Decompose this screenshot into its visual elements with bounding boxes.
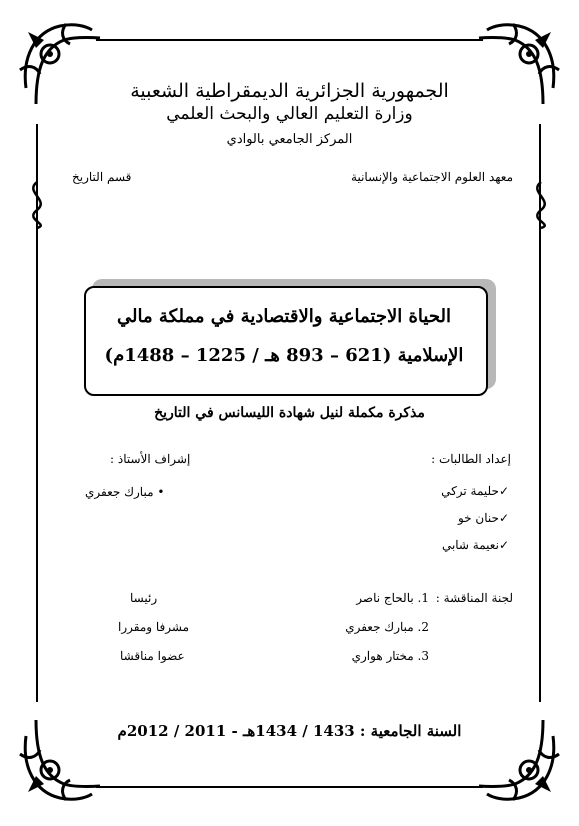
member-number: 3. xyxy=(417,649,429,663)
students-label: إعداد الطالبات : xyxy=(431,452,511,466)
committee-member-name xyxy=(352,649,429,663)
supervisor-label: إشراف الأستاذ : xyxy=(110,452,191,466)
member-number: 1. xyxy=(417,591,429,605)
student-item xyxy=(441,484,509,498)
student-name: حنان خو xyxy=(457,511,499,525)
student-name: نعيمة شابي xyxy=(441,538,499,552)
committee-label: لجنة المناقشة : xyxy=(435,591,513,605)
committee-member-role: عضوا مناقشا xyxy=(120,649,185,663)
ministry-heading: وزارة التعليم العالي والبحث العلمي xyxy=(166,104,413,124)
frame-top-line xyxy=(96,39,483,41)
frame-bottom-line xyxy=(96,786,483,788)
member-name: مبارك جعفري xyxy=(345,620,414,634)
thesis-subtitle: مذكرة مكملة لنيل شهادة الليسانس في التاريخ xyxy=(154,405,425,421)
committee-member-name xyxy=(356,591,429,605)
side-ornament-left xyxy=(22,180,52,230)
department-label: قسم التاريخ xyxy=(72,170,132,184)
check-icon: ✓ xyxy=(498,511,509,525)
member-number: 2. xyxy=(417,620,429,634)
academic-year: السنة الجامعية : 1433 / 1434هـ - 2011 / 2012م xyxy=(117,722,462,740)
committee-member-name xyxy=(345,620,429,634)
bullet-icon: • xyxy=(157,485,165,499)
member-name: بالحاج ناصر xyxy=(356,591,414,605)
student-item xyxy=(442,538,509,552)
committee-member-role: رئيسا xyxy=(130,591,158,605)
republic-heading: الجمهورية الجزائرية الديمقراطية الشعبية xyxy=(130,80,449,102)
institute-label: معهد العلوم الاجتماعية والإنسانية xyxy=(351,170,513,184)
student-item xyxy=(458,511,509,525)
supervisor-item xyxy=(85,485,164,499)
center-heading: المركز الجامعي بالوادي xyxy=(226,132,353,147)
check-icon: ✓ xyxy=(498,538,509,552)
member-name: مختار هواري xyxy=(351,649,414,663)
supervisor-name: مبارك جعفري xyxy=(85,485,154,499)
committee-member-role: مشرفا ومقررا xyxy=(118,620,190,634)
thesis-title-line2: الإسلامية (621 – 893 هـ / 1225 – 1488م) xyxy=(104,345,464,366)
student-name: حليمة تركي xyxy=(441,484,499,498)
check-icon: ✓ xyxy=(498,484,509,498)
side-ornament-right xyxy=(526,180,556,230)
thesis-title-line1: الحياة الاجتماعية والاقتصادية في مملكة مالي xyxy=(117,306,451,327)
title-box xyxy=(84,286,488,396)
